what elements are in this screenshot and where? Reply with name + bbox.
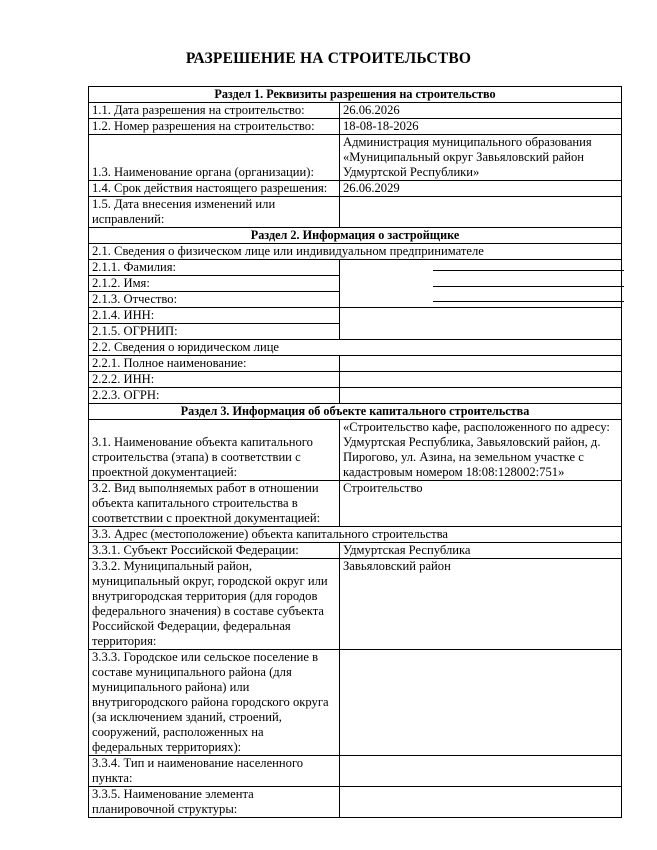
ogrn-label: 2.2.3. ОГРН: <box>89 388 340 404</box>
physical-inn-label: 2.1.4. ИНН: <box>89 308 340 324</box>
surname-row <box>89 260 622 276</box>
full-name-row <box>89 356 622 372</box>
settlement-row <box>89 650 622 756</box>
physical-person-heading: 2.1. Сведения о физическом лице или индивидуальном предпринимателе <box>89 244 622 260</box>
issuing-authority-value: Администрация муниципального образования «Муниципальный округ Завьяловский район Удмуртской Республики» <box>340 135 622 181</box>
amendment-date-value <box>340 197 622 228</box>
settlement-label: 3.3.3. Городское или сельское поселение в составе муниципального района (для муниципального района) или внутригородского района городского округа (за исключением зданий, строений, сооружений, расположенных на федеральных территориях): <box>89 650 340 756</box>
amendment-date-row <box>89 197 622 228</box>
subject-label: 3.3.1. Субъект Российской Федерации: <box>89 543 340 559</box>
municipal-district-row <box>89 559 622 650</box>
permit-date-label: 1.1. Дата разрешения на строительство: <box>89 103 340 119</box>
name-underline <box>433 286 624 287</box>
locality-label: 3.3.4. Тип и наименование населенного пункта: <box>89 756 340 787</box>
legal-inn-label: 2.2.2. ИНН: <box>89 372 340 388</box>
surname-label: 2.1.1. Фамилия: <box>89 260 340 276</box>
locality-row <box>89 756 622 787</box>
section3-heading: Раздел 3. Информация об объекте капитального строительства <box>89 404 622 420</box>
ogrn-row <box>89 388 622 404</box>
section1-heading-row <box>89 87 622 103</box>
permit-date-row <box>89 103 622 119</box>
municipal-district-value: Завьяловский район <box>340 559 622 650</box>
section2-heading-row <box>89 228 622 244</box>
settlement-value <box>340 650 622 756</box>
municipal-district-label: 3.3.2. Муниципальный район, муниципальный округ, городской округ или внутригородская территория (для городов федерального значения) в составе субъекта Российской Федерации, федеральная территория: <box>89 559 340 650</box>
ogrn-value <box>340 388 622 404</box>
permit-form-table <box>88 86 622 818</box>
physical-inn-row <box>89 308 622 324</box>
work-type-row <box>89 481 622 527</box>
work-type-label: 3.2. Вид выполняемых работ в отношении объекта капитального строительства в соответствии с проектной документацией: <box>89 481 340 527</box>
locality-value <box>340 756 622 787</box>
physical-person-heading-row <box>89 244 622 260</box>
legal-inn-value <box>340 372 622 388</box>
document-title: РАЗРЕШЕНИЕ НА СТРОИТЕЛЬСТВО <box>185 50 472 67</box>
work-type-value: Строительство <box>340 481 622 527</box>
subject-row <box>89 543 622 559</box>
permit-date-value: 26.06.2026 <box>340 103 622 119</box>
validity-period-row <box>89 181 622 197</box>
section2-heading: Раздел 2. Информация о застройщике <box>89 228 622 244</box>
planning-element-row <box>89 787 622 818</box>
patronymic-underline <box>433 301 624 302</box>
permit-number-value: 18-08-18-2026 <box>340 119 622 135</box>
planning-element-value <box>340 787 622 818</box>
planning-element-label: 3.3.5. Наименование элемента планировочной структуры: <box>89 787 340 818</box>
name-label: 2.1.2. Имя: <box>89 276 340 292</box>
ogrnip-label: 2.1.5. ОГРНИП: <box>89 324 340 340</box>
legal-inn-row <box>89 372 622 388</box>
amendment-date-label: 1.5. Дата внесения изменений или исправлений: <box>89 197 340 228</box>
section1-heading: Раздел 1. Реквизиты разрешения на строительство <box>89 87 622 103</box>
inn-ogrnip-value-panel <box>340 308 622 340</box>
legal-entity-heading-row <box>89 340 622 356</box>
address-heading: 3.3. Адрес (местоположение) объекта капитального строительства <box>89 527 622 543</box>
object-name-value: «Строительство кафе, расположенного по адресу: Удмуртская Республика, Завьяловский район, д. Пирогово, ул. Азина, на земельном участке с кадастровым номером 18:08:128002:751» <box>340 420 622 481</box>
section3-heading-row <box>89 404 622 420</box>
validity-period-label: 1.4. Срок действия настоящего разрешения: <box>89 181 340 197</box>
patronymic-label: 2.1.3. Отчество: <box>89 292 340 308</box>
subject-value: Удмуртская Республика <box>340 543 622 559</box>
fio-value-panel <box>340 260 622 308</box>
validity-period-value: 26.06.2029 <box>340 181 622 197</box>
full-name-label: 2.2.1. Полное наименование: <box>89 356 340 372</box>
issuing-authority-label: 1.3. Наименование органа (организации): <box>89 135 340 181</box>
permit-number-row <box>89 119 622 135</box>
object-name-label: 3.1. Наименование объекта капитального строительства (этапа) в соответствии с проектной документацией: <box>89 420 340 481</box>
legal-entity-heading: 2.2. Сведения о юридическом лице <box>89 340 622 356</box>
permit-number-label: 1.2. Номер разрешения на строительство: <box>89 119 340 135</box>
full-name-value <box>340 356 622 372</box>
address-heading-row <box>89 527 622 543</box>
object-name-row <box>89 420 622 481</box>
issuing-authority-row <box>89 135 622 181</box>
surname-underline <box>433 270 624 271</box>
